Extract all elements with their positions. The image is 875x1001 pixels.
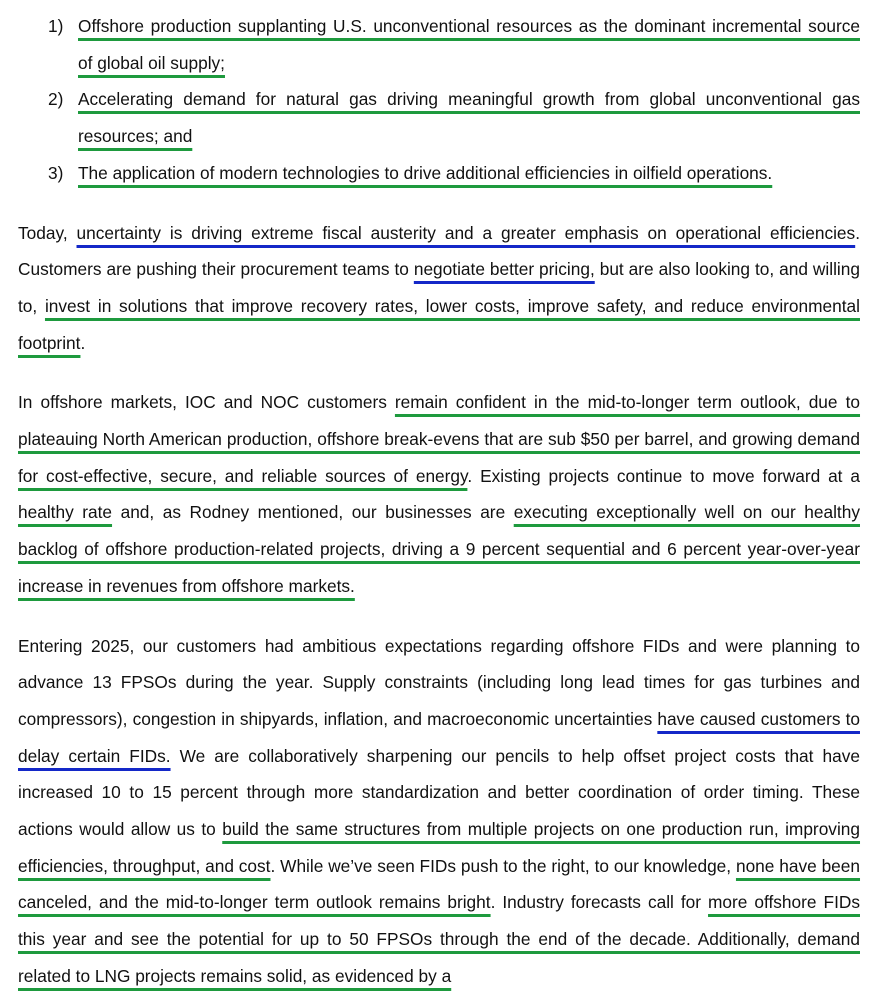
highlighted-text-green: Accelerating demand for natural gas driving meaningful growth from global unconventional gas resources; and bbox=[78, 89, 860, 147]
paragraph-offshore-markets bbox=[18, 384, 860, 604]
highlighted-text-blue: uncertainty is driving extreme fiscal austerity and a greater emphasis on operational efficiencies bbox=[76, 222, 856, 243]
highlighted-text-green: executing exceptionally well on our healthy backlog of offshore production-related projects, driving a 9 percent sequential and 6 percent year-over-year increase in revenues from offshore markets. bbox=[18, 502, 860, 596]
numbered-list bbox=[18, 8, 860, 192]
highlighted-text-green: build the same structures from multiple projects on one production run, improving efficiencies, throughput, and cost bbox=[18, 819, 861, 876]
document-page bbox=[18, 8, 860, 995]
text-run: . While we’ve seen FIDs push to the right, to our knowledge, bbox=[270, 855, 736, 876]
highlighted-text-blue: negotiate better pricing, bbox=[413, 259, 595, 280]
highlighted-text-green: more offshore FIDs this year and see the potential for up to 50 FPSOs through the end of the decade. Additionally, demand related to LNG projects remains solid, as evidenced by a bbox=[18, 892, 860, 986]
highlighted-text-green: healthy rate bbox=[18, 502, 113, 523]
list-marker: 1) bbox=[48, 16, 64, 36]
text-run: . bbox=[80, 332, 86, 353]
text-run: In offshore markets, IOC and NOC customers bbox=[18, 392, 395, 413]
list-item bbox=[18, 8, 860, 81]
highlighted-text-blue: have caused customers to delay certain FIDs. bbox=[18, 708, 860, 766]
highlighted-text-green: Offshore production supplanting U.S. unconventional resources as the dominant incremental source of global oil supply; bbox=[78, 16, 860, 73]
text-run: . Industry forecasts call for bbox=[490, 892, 709, 913]
highlighted-text-green: remain confident in the mid-to-longer term outlook, due to plateauing North American production, offshore break-evens that are sub $50 per barrel, and growing demand for cost-effective, secure, and reliable sources of energy bbox=[18, 392, 861, 486]
text-run: and, as Rodney mentioned, our businesses are bbox=[112, 502, 514, 523]
highlighted-text-green: none have been canceled, and the mid-to-longer term outlook remains bright bbox=[18, 855, 861, 913]
text-run: Today, bbox=[18, 222, 77, 243]
paragraph-today bbox=[18, 215, 860, 362]
list-item bbox=[18, 155, 860, 192]
list-marker: 3) bbox=[48, 162, 64, 183]
paragraph-entering-2025 bbox=[18, 628, 860, 995]
text-run: . Customers are pushing their procurement teams to bbox=[18, 222, 860, 280]
list-marker: 2) bbox=[48, 89, 64, 110]
text-run: Entering 2025, our customers had ambitious expectations regarding offshore FIDs and were planning to advance 13 FPSOs during the year. Supply constraints (including long lead times for gas turbines and compressors), congestion in shipyards, inflation, and macroeconomic uncertainties bbox=[18, 635, 860, 729]
highlighted-text-green: The application of modern technologies to drive additional efficiencies in oilfield operations. bbox=[78, 162, 773, 183]
highlighted-text-green: invest in solutions that improve recovery rates, lower costs, improve safety, and reduce environmental footprint bbox=[18, 295, 860, 353]
list-item bbox=[18, 81, 860, 154]
text-run: but are also looking to, and willing to, bbox=[18, 259, 860, 316]
text-run: We are collaboratively sharpening our pencils to help offset project costs that have increased 10 to 15 percent through more standardization and better coordination of order timing. These actions would allow us to bbox=[18, 745, 860, 840]
text-run: . Existing projects continue to move forward at a bbox=[467, 465, 860, 486]
